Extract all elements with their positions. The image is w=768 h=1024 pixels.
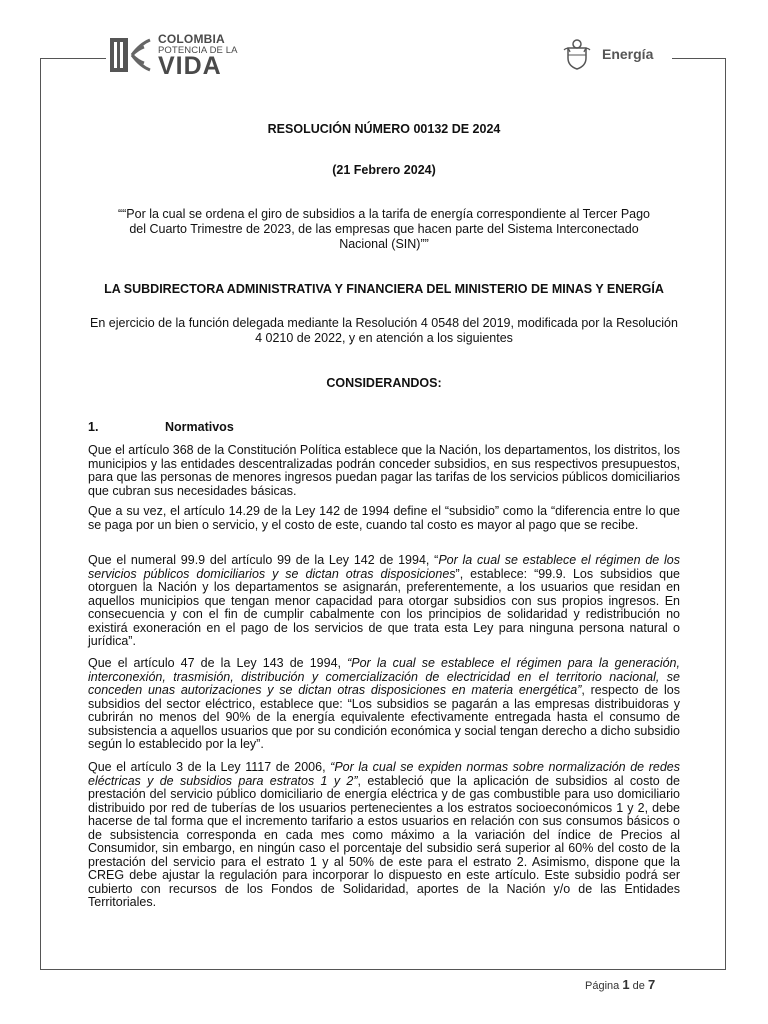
- footer-of: de: [632, 980, 645, 992]
- coat-of-arms-icon: [562, 38, 592, 70]
- p5-end: , estableció que la aplicación de subsidios al costo de prestación del servicio público domiciliario de energía eléctrica y de gas combustible para uso domiciliario distribuido por red de tuberías de los usuarios pertenecientes a los estratos socioeconómicos 1 y 2, debe hacerse de tal forma que el incremento tarifario a estos usuarios en relación con sus consumos básicos o de subsistencia corresponda en cada mes como máximo a la variación del índice de Precios al Consumidor, sin embargo, en ningún caso el porcentaje del subsidio será superior al 60% del costo de la prestación del servicio para el estrato 1 y al 50% de este para el estrato 2. Asimismo, dispone que la CREG debe ajustar la regulación para incorporar lo dispuesto en este artículo. Este subsidio podrá ser cubierto con recursos de los Fondos de Solidaridad, aportes de la Nación y/o de las Entidades Territoriales.: [88, 773, 680, 909]
- section-number: 1.: [88, 420, 99, 434]
- p4-italic: “Por la cual se establece el régimen para la generación, interconexión, trasmisión, distribución y comercialización de electricidad en el territorio nacional, se conceden unas autorizaciones y se dictan otras disposiciones en materia energética”: [88, 656, 680, 697]
- paragraph-1: Que el artículo 368 de la Constitución Política establece que la Nación, los departamentos, los distritos, los municipios y las entidades descentralizadas podrán conceder subsidios, en sus respectivos presupuestos, para que las personas de menores ingresos puedan pagar las tarifas de los servicios públicos domiciliarios que cubran sus necesidades básicas.: [88, 443, 680, 498]
- preamble: En ejercicio de la función delegada mediante la Resolución 4 0548 del 2019, modificada por la Resolución 4 0210 de 2022, y en atención a los siguientes: [90, 316, 678, 345]
- paragraph-4: [88, 657, 680, 752]
- energia-label: Energía: [602, 46, 654, 62]
- resolution-title: RESOLUCIÓN NÚMERO 00132 DE 2024: [267, 122, 501, 136]
- resolution-date: (21 Febrero 2024): [332, 163, 436, 177]
- footer-label: Página: [585, 980, 620, 992]
- energia-logo: [562, 38, 672, 74]
- p4-start: Que el artículo 47 de la Ley 143 de 1994,: [88, 656, 348, 670]
- p3-end: ”, establece: “99.9. Los subsidios que otorguen la Nación y los departamentos se asignarán, preferentemente, a los usuarios que residan en aquellos municipios que tengan menor capacidad para otorgar subsidios con sus propios ingresos. En consecuencia y con el fin de cumplir cabalmente con los principios de solidaridad y redistribución no existirá exoneración en el pago de los servicios de que trata esta Ley para ninguna persona natural o jurídica”.: [88, 566, 680, 648]
- page-footer: [585, 977, 655, 992]
- paragraph-5: [88, 761, 680, 910]
- logo-line1: COLOMBIA: [158, 32, 225, 46]
- colombia-logo: [108, 32, 258, 78]
- authority-heading: LA SUBDIRECTORA ADMINISTRATIVA Y FINANCIERA DEL MINISTERIO DE MINAS Y ENERGÍA: [104, 282, 664, 296]
- p4-end: , respecto de los subsidios del sector eléctrico, establece que: “Los subsidios se pagarán a las empresas distribuidoras y cubrirán no menos del 90% de la energía equivalente efectivamente entregada hasta el consumo de subsistencia a aquellos usuarios que por su condición económica y social tengan derecho a dicho subsidio según lo establecido por la ley”.: [88, 683, 680, 751]
- footer-total-pages: 7: [647, 977, 656, 992]
- frame-top-left: [40, 58, 106, 59]
- p3-italic: Por la cual se establece el régimen de los servicios públicos domiciliarios y se dictan otras disposiciones: [88, 553, 680, 581]
- paragraph-3: [88, 554, 680, 649]
- p5-start: Que el artículo 3 de la Ley 1117 de 2006,: [88, 760, 331, 774]
- considerandos-heading: CONSIDERANDOS:: [326, 376, 442, 390]
- paragraph-2: Que a su vez, el artículo 14.29 de la Ley 142 de 1994 define el “subsidio” como la “diferencia entre lo que se paga por un bien o servicio, y el costo de este, cuando tal costo es mayor al pago que se recibe.: [88, 504, 680, 532]
- frame-top-right: [672, 58, 726, 59]
- footer-current-page: 1: [622, 977, 630, 992]
- section-title: Normativos: [165, 420, 234, 434]
- logo-line2: POTENCIA DE LA: [158, 45, 238, 56]
- logo-line3: VIDA: [158, 52, 222, 80]
- colombia-logo-icon: [108, 34, 154, 76]
- p3-start: Que el numeral 99.9 del artículo 99 de la Ley 142 de 1994, “: [88, 553, 439, 567]
- p5-italic: “Por la cual se expiden normas sobre normalización de redes eléctricas y de subsidios para estratos 1 y 2”: [88, 760, 680, 788]
- resolution-subject: ““Por la cual se ordena el giro de subsidios a la tarifa de energía correspondiente al Tercer Pago del Cuarto Trimestre de 2023, de las empresas que hacen parte del Sistema Interconectado Nacional (SIN)””: [117, 207, 651, 251]
